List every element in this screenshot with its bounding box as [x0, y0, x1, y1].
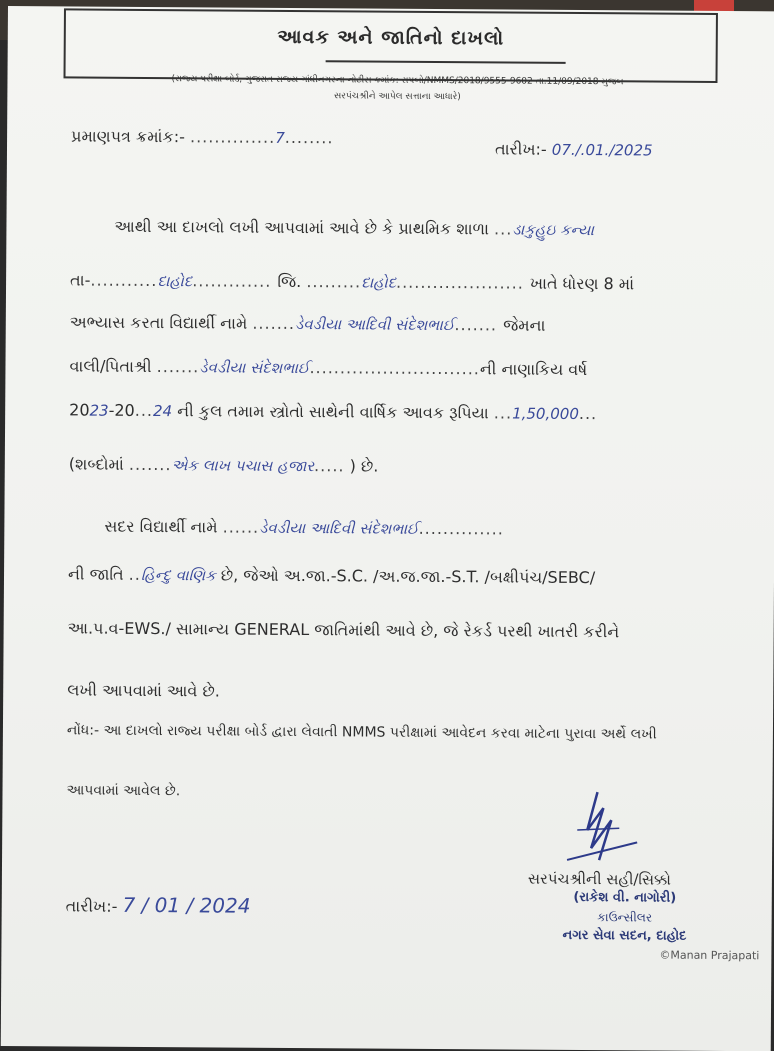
line6-suffix: ) છે.: [349, 456, 379, 476]
body-line-3: [70, 312, 546, 335]
dots: ...........: [90, 270, 158, 291]
certificate-title: આવક અને જાતિનો દાખલો: [277, 25, 505, 50]
line8-prefix: ની જાતિ: [67, 564, 124, 584]
body-line-4: [69, 356, 587, 380]
student-name-2-value: ડેવડીયા આદિવી સંદેશભાઈ: [259, 518, 419, 538]
taluka-value: દાહોદ: [157, 272, 193, 291]
certificate-date-label: તારીખ:-: [494, 139, 547, 159]
sign-label: સરપંચશ્રીની સહી/સિક્કો: [527, 869, 672, 889]
district-label: જિ.: [277, 271, 302, 292]
dots: .........: [306, 272, 362, 292]
dots: ........: [284, 127, 334, 148]
district-value: દાહોદ: [361, 273, 397, 292]
line4-suffix: ની નાણાકિય વર્ષ: [479, 359, 588, 380]
body-line-6: [69, 454, 379, 476]
dots: ..: [128, 564, 141, 584]
dots: .......: [156, 357, 200, 377]
dots: ...: [493, 403, 513, 423]
student-name-value: ડેવડીયા આદિવી સંદેશભાઈ: [294, 315, 455, 335]
certificate-paper: [1, 6, 774, 1051]
certificate-date-row: [495, 139, 653, 160]
father-name-value: ડેવડીયા સંદેશભાઈ: [199, 358, 310, 378]
subtitle-line-2: સરપંચશ્રીને આપેલ સત્તાના આધારે): [333, 91, 461, 103]
body-line-1: [114, 217, 594, 240]
dots: ...: [134, 400, 154, 421]
line5-mid: ની કુલ તમામ સ્ત્રોતો સાથેની વાર્ષિક આવક રૂપિયા: [177, 401, 489, 423]
footer-date-label: તારીખ:-: [65, 896, 118, 916]
dots: .......: [252, 313, 296, 334]
taluka-label: તા-: [70, 270, 91, 290]
year-mid: -20: [108, 400, 135, 420]
dots: .....: [314, 456, 345, 476]
signature-mark: [557, 790, 648, 871]
certificate-subtitle: [87, 71, 707, 107]
line6-prefix: (શબ્દોમાં: [68, 454, 124, 474]
dots: ...: [494, 219, 513, 239]
caste-value: હિન્દુ વાણિક: [140, 565, 216, 585]
dots: .............: [192, 271, 278, 291]
stamp-office: નગર સેવા સદન, દાહોદ: [562, 927, 687, 944]
dots: ............................: [309, 358, 480, 379]
line4-prefix: વાલી/પિતાશ્રી: [69, 356, 152, 377]
stamp-name: (રાકેશ વી. નાગોરી): [573, 889, 677, 906]
body-line-10: લખી આપવામાં આવે છે.: [67, 680, 220, 701]
year-to-value: 24: [152, 402, 173, 421]
body-line-7: [104, 517, 504, 540]
certificate-number-value: 7: [275, 128, 285, 147]
line2-suffix: ખાતે ધોરણ 8 માં: [529, 273, 635, 294]
body-line-9: આ.પ.વ-EWS./ સામાન્ય GENERAL જાતિમાંથી આવે છે, જે રેકર્ડ પરથી ખાતરી કરીને: [67, 618, 620, 642]
income-words-value: એક લાખ પચાસ હજાર: [171, 456, 315, 476]
dots: ..............: [418, 518, 504, 539]
body-line-8: [68, 564, 595, 588]
income-value: 1,50,000: [512, 404, 579, 423]
school-name-value: ડાકુહુઇ કન્યા: [512, 220, 595, 240]
certificate-number-label: પ્રમાણપત્ર ક્રમાંક:-: [71, 126, 186, 147]
line3-suffix: જેમના: [503, 315, 546, 335]
line7-prefix: સદર વિદ્યાર્થી નામે: [104, 516, 218, 537]
dots: ...: [578, 403, 598, 424]
line1-prefix: આથી આ દાખલો લખી આપવામાં આવે છે કે પ્રાથમિક શાળા: [114, 216, 490, 239]
note-line-2: આપવામાં આવેલ છે.: [66, 782, 181, 800]
footer-date-row: [66, 892, 251, 917]
line3-prefix: અભ્યાસ કરતા વિદ્યાર્થી નામે: [69, 312, 248, 333]
subtitle-line-1: (રાજ્ય પરીક્ષા બોર્ડ, ગુજરાત રાજ્ય ગાંધીનગરના નોટીસ ક્રમાંક: રાપબો/NMMS/2018/9555-9602 તા.11/09/2018 મુજબ: [171, 74, 624, 88]
dots: .....................: [395, 272, 530, 293]
year-from-value: 23: [89, 401, 109, 420]
dots: ..............: [189, 127, 276, 147]
copyright-text: ©Manan Prajapati: [659, 948, 760, 963]
dots: .......: [454, 315, 504, 335]
year-prefix: 20: [69, 400, 90, 420]
body-line-5: [69, 400, 597, 424]
footer-date-value: 7 / 01 / 2024: [122, 892, 251, 918]
line8-suffix: છે, જેઓ અ.જા.-S.C. /અ.જ.જા.-S.T. /બક્ષીપંચ/SEBC/: [220, 565, 596, 588]
stamp-title: કાઉન્સીલર: [597, 910, 653, 925]
certificate-date-value: 07./.01./2025: [551, 140, 653, 160]
body-line-2: [70, 270, 634, 294]
title-underline: [326, 60, 566, 64]
dots: ......: [222, 517, 260, 537]
dots: .......: [128, 454, 172, 475]
note-line-1: નોંધ:- આ દાખલો રાજ્ય પરીક્ષા બોર્ડ દ્વારા લેવાતી NMMS પરીક્ષામાં આવેદન કરવા માટેના પુરાવા અર્થે લખી: [66, 722, 657, 743]
certificate-number-row: [71, 126, 334, 148]
